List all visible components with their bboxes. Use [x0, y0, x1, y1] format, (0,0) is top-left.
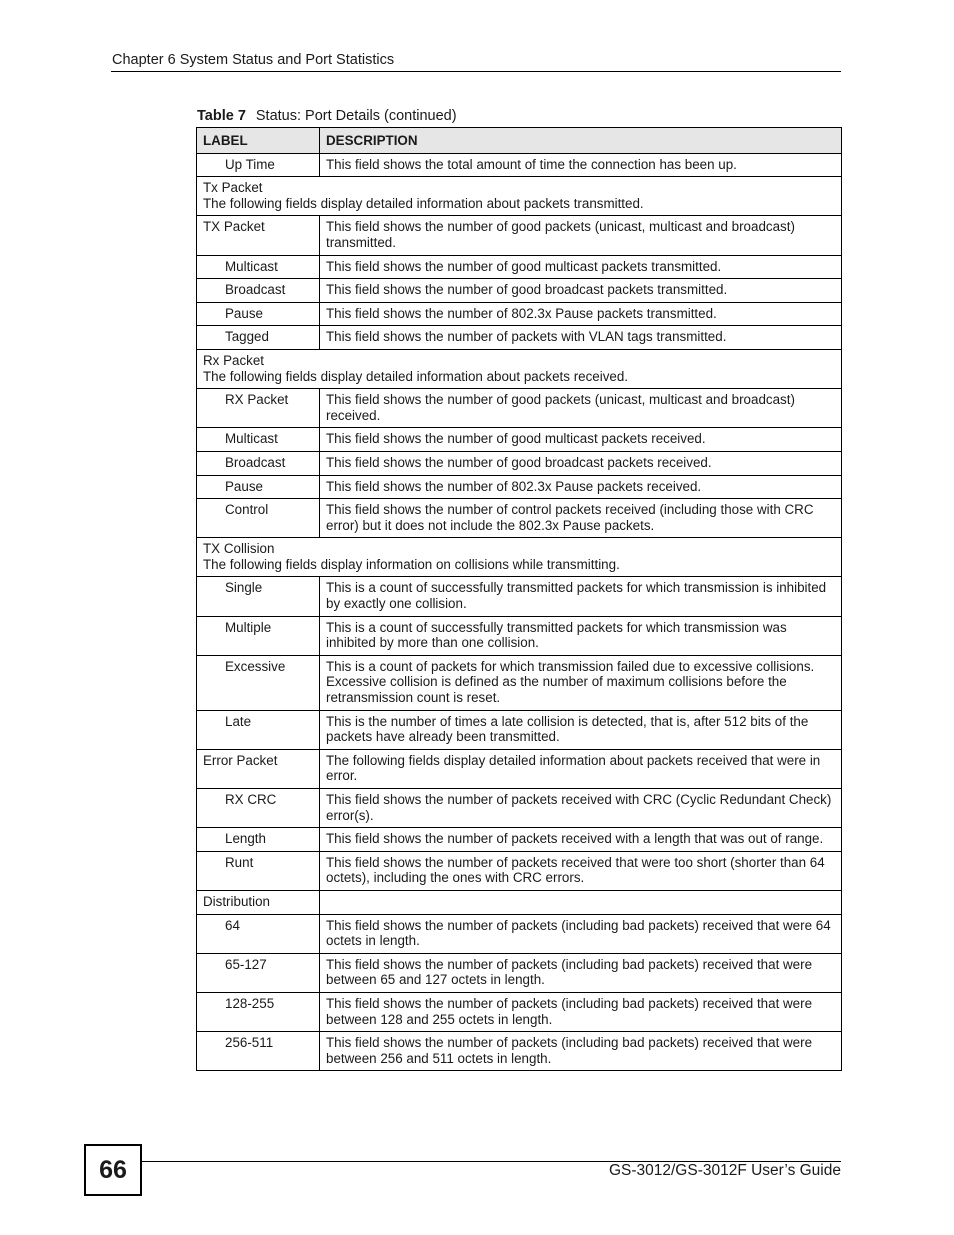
label-cell: Multicast [197, 255, 320, 279]
description-cell: This is a count of successfully transmitted packets for which transmission is inhibited by exactly one collision. [320, 577, 842, 616]
description-cell: This field shows the number of packets (including bad packets) received that were between 256 and 511 octets in length. [320, 1032, 842, 1071]
label-cell: Broadcast [197, 279, 320, 303]
section-cell [197, 538, 842, 577]
section-title: Tx Packet [203, 180, 263, 196]
table-row [197, 499, 842, 538]
description-cell: This field shows the total amount of time the connection has been up. [320, 153, 842, 177]
label-cell: Up Time [197, 153, 320, 177]
section-description: The following fields display information on collisions while transmitting. [203, 556, 620, 572]
description-cell: This field shows the number of packets with VLAN tags transmitted. [320, 326, 842, 350]
description-cell: This is a count of packets for which transmission failed due to excessive collisions. Excessive collision is defined as the number of maximum collisions before the retransmission count is reset. [320, 655, 842, 710]
label-cell: Runt [197, 851, 320, 890]
table-row [197, 302, 842, 326]
description-cell: This field shows the number of packets (including bad packets) received that were between 65 and 127 octets in length. [320, 953, 842, 992]
label-cell: Broadcast [197, 451, 320, 475]
section-title: Rx Packet [203, 352, 265, 368]
table-header-row [197, 128, 842, 154]
description-cell: This field shows the number of packets received with a length that was out of range. [320, 828, 842, 852]
label-cell: Multicast [197, 428, 320, 452]
chapter-header: Chapter 6 System Status and Port Statistics [112, 52, 395, 68]
label-cell: Pause [197, 302, 320, 326]
description-cell: The following fields display detailed information about packets received that were in error. [320, 749, 842, 788]
table-row [197, 428, 842, 452]
section-description: The following fields display detailed information about packets transmitted. [203, 195, 644, 211]
label-cell: RX CRC [197, 789, 320, 828]
port-details-table [196, 127, 842, 1071]
label-cell: Tagged [197, 326, 320, 350]
label-cell: Control [197, 499, 320, 538]
description-cell: This field shows the number of good packets (unicast, multicast and broadcast) received. [320, 389, 842, 428]
description-cell: This field shows the number of packets received with CRC (Cyclic Redundant Check) error(s). [320, 789, 842, 828]
description-cell: This field shows the number of good packets (unicast, multicast and broadcast) transmitted. [320, 216, 842, 255]
label-cell: 256-511 [197, 1032, 320, 1071]
header-divider [111, 71, 841, 72]
label-cell: 65-127 [197, 953, 320, 992]
table-row [197, 475, 842, 499]
table-row [197, 216, 842, 255]
section-row [197, 349, 842, 388]
description-cell: This field shows the number of good multicast packets transmitted. [320, 255, 842, 279]
label-cell: Pause [197, 475, 320, 499]
table-row [197, 1032, 842, 1071]
section-cell [197, 349, 842, 388]
table-row [197, 828, 842, 852]
label-cell: Excessive [197, 655, 320, 710]
page-number: 66 [84, 1144, 142, 1196]
description-cell: This field shows the number of good broadcast packets received. [320, 451, 842, 475]
section-row [197, 177, 842, 216]
table-caption [197, 108, 457, 124]
table-row [197, 851, 842, 890]
table-row [197, 153, 842, 177]
label-cell: RX Packet [197, 389, 320, 428]
label-cell: Length [197, 828, 320, 852]
label-cell: Multiple [197, 616, 320, 655]
table-row [197, 326, 842, 350]
label-cell: 64 [197, 914, 320, 953]
section-description: The following fields display detailed information about packets received. [203, 368, 629, 384]
table-row [197, 914, 842, 953]
table-row [197, 255, 842, 279]
table-row [197, 577, 842, 616]
table-row [197, 710, 842, 749]
label-cell: TX Packet [197, 216, 320, 255]
table-number: Table 7 [197, 108, 246, 124]
description-cell: This field shows the number of packets (including bad packets) received that were between 128 and 255 octets in length. [320, 992, 842, 1031]
description-cell: This field shows the number of control packets received (including those with CRC error) but it does not include the 802.3x Pause packets. [320, 499, 842, 538]
column-header-label: LABEL [197, 128, 320, 154]
table-row [197, 953, 842, 992]
label-cell: 128-255 [197, 992, 320, 1031]
description-cell: This field shows the number of good broadcast packets transmitted. [320, 279, 842, 303]
section-cell [197, 177, 842, 216]
table-row [197, 616, 842, 655]
description-cell [320, 890, 842, 914]
table-row [197, 389, 842, 428]
table-row [197, 992, 842, 1031]
description-cell: This is a count of successfully transmitted packets for which transmission was inhibited by more than one collision. [320, 616, 842, 655]
description-cell: This field shows the number of 802.3x Pause packets received. [320, 475, 842, 499]
description-cell: This field shows the number of packets received that were too short (shorter than 64 octets), including the ones with CRC errors. [320, 851, 842, 890]
description-cell: This is the number of times a late collision is detected, that is, after 512 bits of the packets have already been transmitted. [320, 710, 842, 749]
description-cell: This field shows the number of packets (including bad packets) received that were 64 octets in length. [320, 914, 842, 953]
label-cell: Distribution [197, 890, 320, 914]
column-header-description: DESCRIPTION [320, 128, 842, 154]
table-body [197, 153, 842, 1071]
section-title: TX Collision [203, 541, 275, 557]
label-cell: Single [197, 577, 320, 616]
table-row [197, 279, 842, 303]
table-row [197, 451, 842, 475]
description-cell: This field shows the number of 802.3x Pause packets transmitted. [320, 302, 842, 326]
table-row [197, 890, 842, 914]
label-cell: Late [197, 710, 320, 749]
table-row [197, 749, 842, 788]
table-row [197, 789, 842, 828]
table-title: Status: Port Details (continued) [255, 108, 457, 124]
guide-title: GS-3012/GS-3012F User’s Guide [608, 1162, 841, 1179]
table-row [197, 655, 842, 710]
section-row [197, 538, 842, 577]
label-cell: Error Packet [197, 749, 320, 788]
description-cell: This field shows the number of good multicast packets received. [320, 428, 842, 452]
